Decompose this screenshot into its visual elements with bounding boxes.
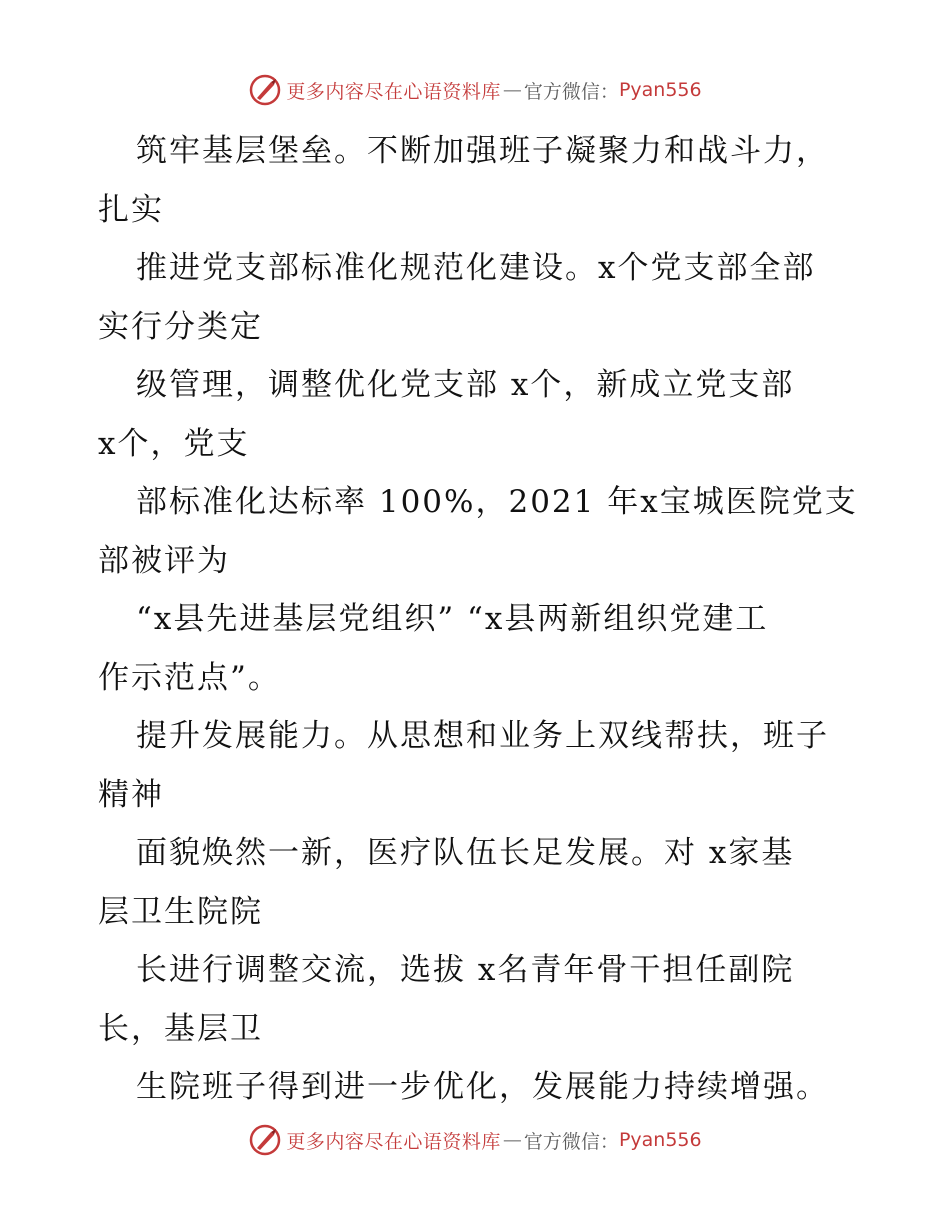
quill-logo-icon [248, 73, 282, 107]
watermark-id-text: Pyan556 [618, 1129, 702, 1151]
text-line: 部被评为 [98, 542, 230, 579]
text-line: 推进党支部标准化规范化建设。x个党支部全部 [136, 250, 816, 286]
watermark-dash: — [502, 1129, 522, 1151]
watermark-dash: — [502, 79, 522, 101]
watermark-id-text: Pyan556 [618, 79, 702, 101]
watermark-sub-text: 官方微信： [523, 80, 619, 103]
text-line: 层卫生院院 [98, 893, 263, 930]
text-line: 部标准化达标率 100%，2021 年x宝城医院党支 [136, 484, 858, 520]
quill-logo-icon [248, 1123, 282, 1157]
text-line: 精神 [98, 776, 164, 813]
watermark-main-text: 更多内容尽在心语资料库 [286, 1130, 501, 1153]
watermark-sub-text: 官方微信： [523, 1130, 619, 1153]
text-line: “x县先进基层党组织” “x县两新组织党建工 [136, 601, 769, 637]
text-line: 长，基层卫 [98, 1010, 263, 1047]
watermark-footer [0, 1120, 950, 1160]
text-line: 长进行调整交流，选拔 x名青年骨干担任副院 [136, 952, 795, 988]
watermark-header [0, 70, 950, 110]
text-line: 级管理，调整优化党支部 x个，新成立党支部 [136, 367, 795, 403]
text-line: 生院班子得到进一步优化，发展能力持续增强。 [136, 1069, 829, 1105]
text-line: 扎实 [98, 191, 164, 228]
text-line: 作示范点”。 [98, 659, 281, 696]
text-line: 提升发展能力。从思想和业务上双线帮扶，班子 [136, 718, 829, 754]
text-line: 筑牢基层堡垒。不断加强班子凝聚力和战斗力， [136, 133, 829, 169]
text-line: 实行分类定 [98, 308, 263, 345]
text-line: x个，党支 [98, 425, 250, 462]
watermark-main-text: 更多内容尽在心语资料库 [286, 80, 501, 103]
document-body [98, 122, 858, 1117]
text-line: 面貌焕然一新，医疗队伍长足发展。对 x家基 [136, 835, 795, 871]
